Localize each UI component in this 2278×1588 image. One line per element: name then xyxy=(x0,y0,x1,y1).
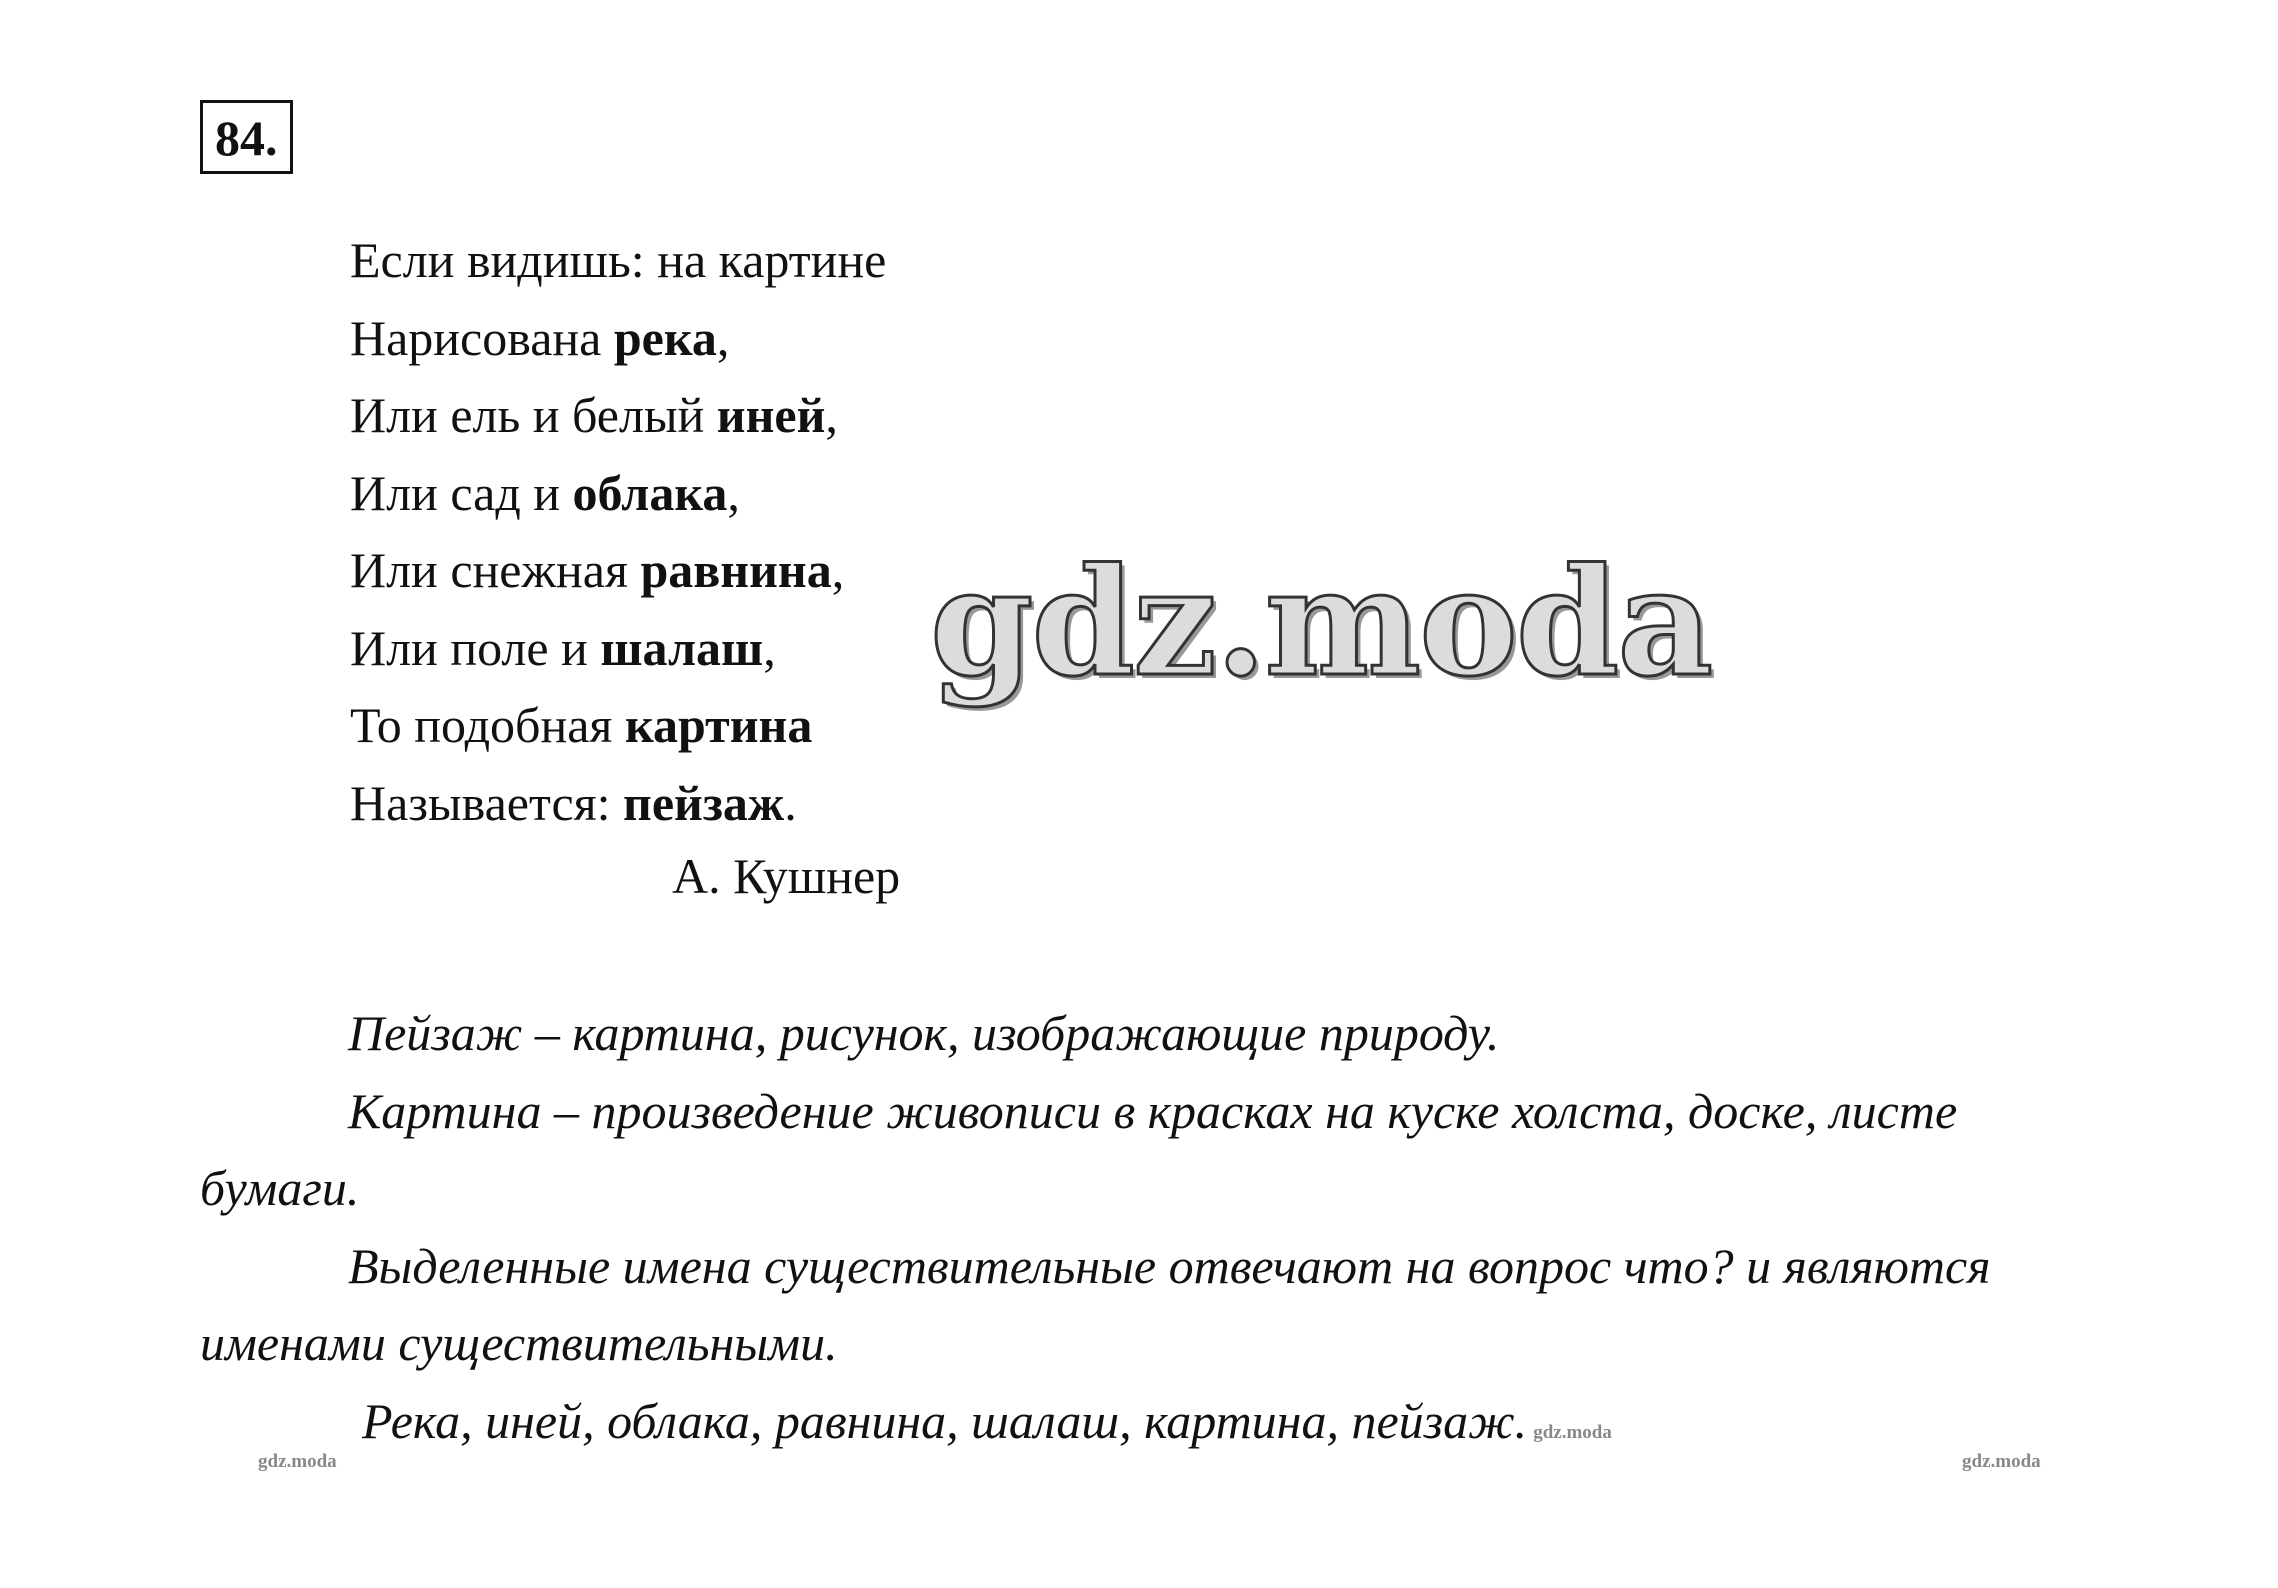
watermark-logo: gdz.moda xyxy=(930,535,1712,709)
poem-line: Нарисована река, xyxy=(350,309,730,366)
noun-list: gdz.moda Река, иней, облака, равнина, шалаш, картина, пейзаж. gdz.moda gdz.moda xyxy=(200,1383,2100,1472)
poem-line: Или ель и белый иней, xyxy=(350,387,838,443)
poem-line: Или сад и облака, xyxy=(350,464,740,521)
poem-line: Или поле и шалаш, xyxy=(350,619,776,676)
small-watermark: gdz.moda xyxy=(1962,1450,2041,1472)
poem xyxy=(350,222,886,842)
poem-line: Если видишь: на картине xyxy=(350,232,887,288)
poem-line: Или снежная равнина, xyxy=(350,542,845,598)
small-watermark: gdz.moda xyxy=(1533,1421,1612,1443)
explanation-paragraph: Выделенные имена существительные отвечают на вопрос что? и являются именами существительными. xyxy=(200,1237,1991,1371)
exercise-number: 84. xyxy=(200,100,293,174)
answer-text xyxy=(200,995,2100,1471)
definition-landscape: Пейзаж – картина, рисунок, изображающие природу. xyxy=(348,1005,1500,1061)
poem-line: Называется: пейзаж. xyxy=(350,774,797,831)
poem-line: То подобная картина xyxy=(350,697,813,753)
definition-painting: Картина – произведение живописи в красках на куске холста, доске, листе бумаги. xyxy=(200,1082,1958,1216)
poem-author: А. Кушнер xyxy=(672,848,901,904)
small-watermark: gdz.moda xyxy=(258,1450,337,1472)
